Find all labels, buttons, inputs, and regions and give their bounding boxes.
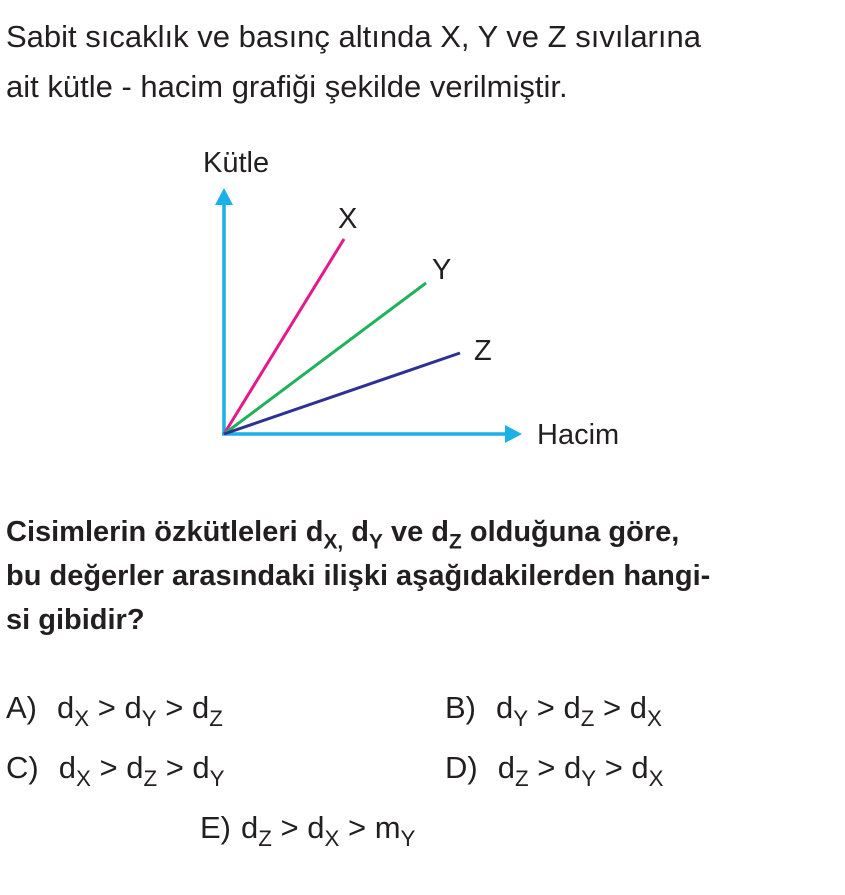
option-e-sub-2: X <box>324 825 340 851</box>
option-d-sub-1: Z <box>514 765 529 791</box>
series-label-y: Y <box>432 254 452 286</box>
option-a-term-2: > d <box>89 690 142 725</box>
option-a-letter: A) <box>6 690 37 725</box>
question-line-2: bu değerler arasındaki ilişki aşağıdakilerden hangi- <box>6 560 711 592</box>
option-b[interactable] <box>445 688 662 731</box>
x-axis-arrow-icon <box>505 425 522 443</box>
option-a-sub-2: Y <box>141 705 157 731</box>
option-e-sub-3: Y <box>400 825 416 851</box>
option-d-letter: D) <box>445 750 478 785</box>
subscript-x: X, <box>323 530 344 554</box>
question-part-4: olduğuna göre, <box>461 516 680 548</box>
intro-line-2: ait kütle - hacim grafiği şekilde verilmiştir. <box>6 69 568 104</box>
series-label-z: Z <box>474 335 492 367</box>
option-d[interactable] <box>445 748 664 791</box>
option-c-sub-3: Y <box>209 765 225 791</box>
option-b-letter: B) <box>445 690 476 725</box>
option-d-term-3: > d <box>596 750 649 785</box>
option-b-term-3: > d <box>594 690 647 725</box>
question-part-3: ve d <box>382 516 450 548</box>
option-d-term-2: > d <box>528 750 582 785</box>
option-e-term-2: > d <box>271 810 325 845</box>
option-c-term-1: d <box>58 750 76 785</box>
question-line-3: si gibidir? <box>6 604 145 636</box>
option-d-sub-2: Y <box>581 765 597 791</box>
option-a-term-3: > d <box>156 690 210 725</box>
option-b-sub-3: X <box>646 705 662 731</box>
option-e-term-3: > m <box>339 810 401 845</box>
option-d-sub-3: X <box>648 765 664 791</box>
y-axis-arrow-icon <box>215 188 233 205</box>
intro-text <box>6 12 836 112</box>
option-e-sub-1: Z <box>258 825 272 851</box>
intro-line-1: Sabit sıcaklık ve basınç altında X, Y ve Z sıvılarına <box>6 19 701 54</box>
option-c-sub-2: Z <box>143 765 158 791</box>
option-c-sub-1: X <box>75 765 91 791</box>
x-axis-label: Hacim <box>537 419 620 451</box>
option-e-letter: E) <box>200 810 231 845</box>
option-a-sub-1: X <box>74 705 90 731</box>
option-c[interactable] <box>6 748 225 791</box>
option-d-term-1: d <box>497 750 515 785</box>
question-line-1 <box>6 510 841 554</box>
option-b-term-1: d <box>496 690 514 725</box>
option-b-term-2: > d <box>528 690 581 725</box>
option-b-sub-1: Y <box>513 705 529 731</box>
option-a[interactable] <box>6 688 223 731</box>
question-part-2: d <box>343 516 369 548</box>
y-axis-label: Kütle <box>203 147 270 179</box>
question-part-1: Cisimlerin özkütleleri d <box>6 516 324 548</box>
option-a-term-1: d <box>57 690 75 725</box>
option-a-sub-3: Z <box>209 705 223 731</box>
option-e[interactable] <box>200 808 416 851</box>
series-line-x <box>224 239 344 434</box>
option-c-term-2: > d <box>90 750 144 785</box>
option-b-sub-2: Z <box>580 705 595 731</box>
option-e-term-1: d <box>241 810 259 845</box>
subscript-y: Y <box>369 530 383 554</box>
option-c-term-3: > d <box>157 750 210 785</box>
series-label-x: X <box>338 203 358 235</box>
option-c-letter: C) <box>6 750 39 785</box>
subscript-z: Z <box>449 530 462 554</box>
series-line-z <box>224 353 460 434</box>
series-line-y <box>224 283 426 434</box>
question-text <box>6 510 841 642</box>
